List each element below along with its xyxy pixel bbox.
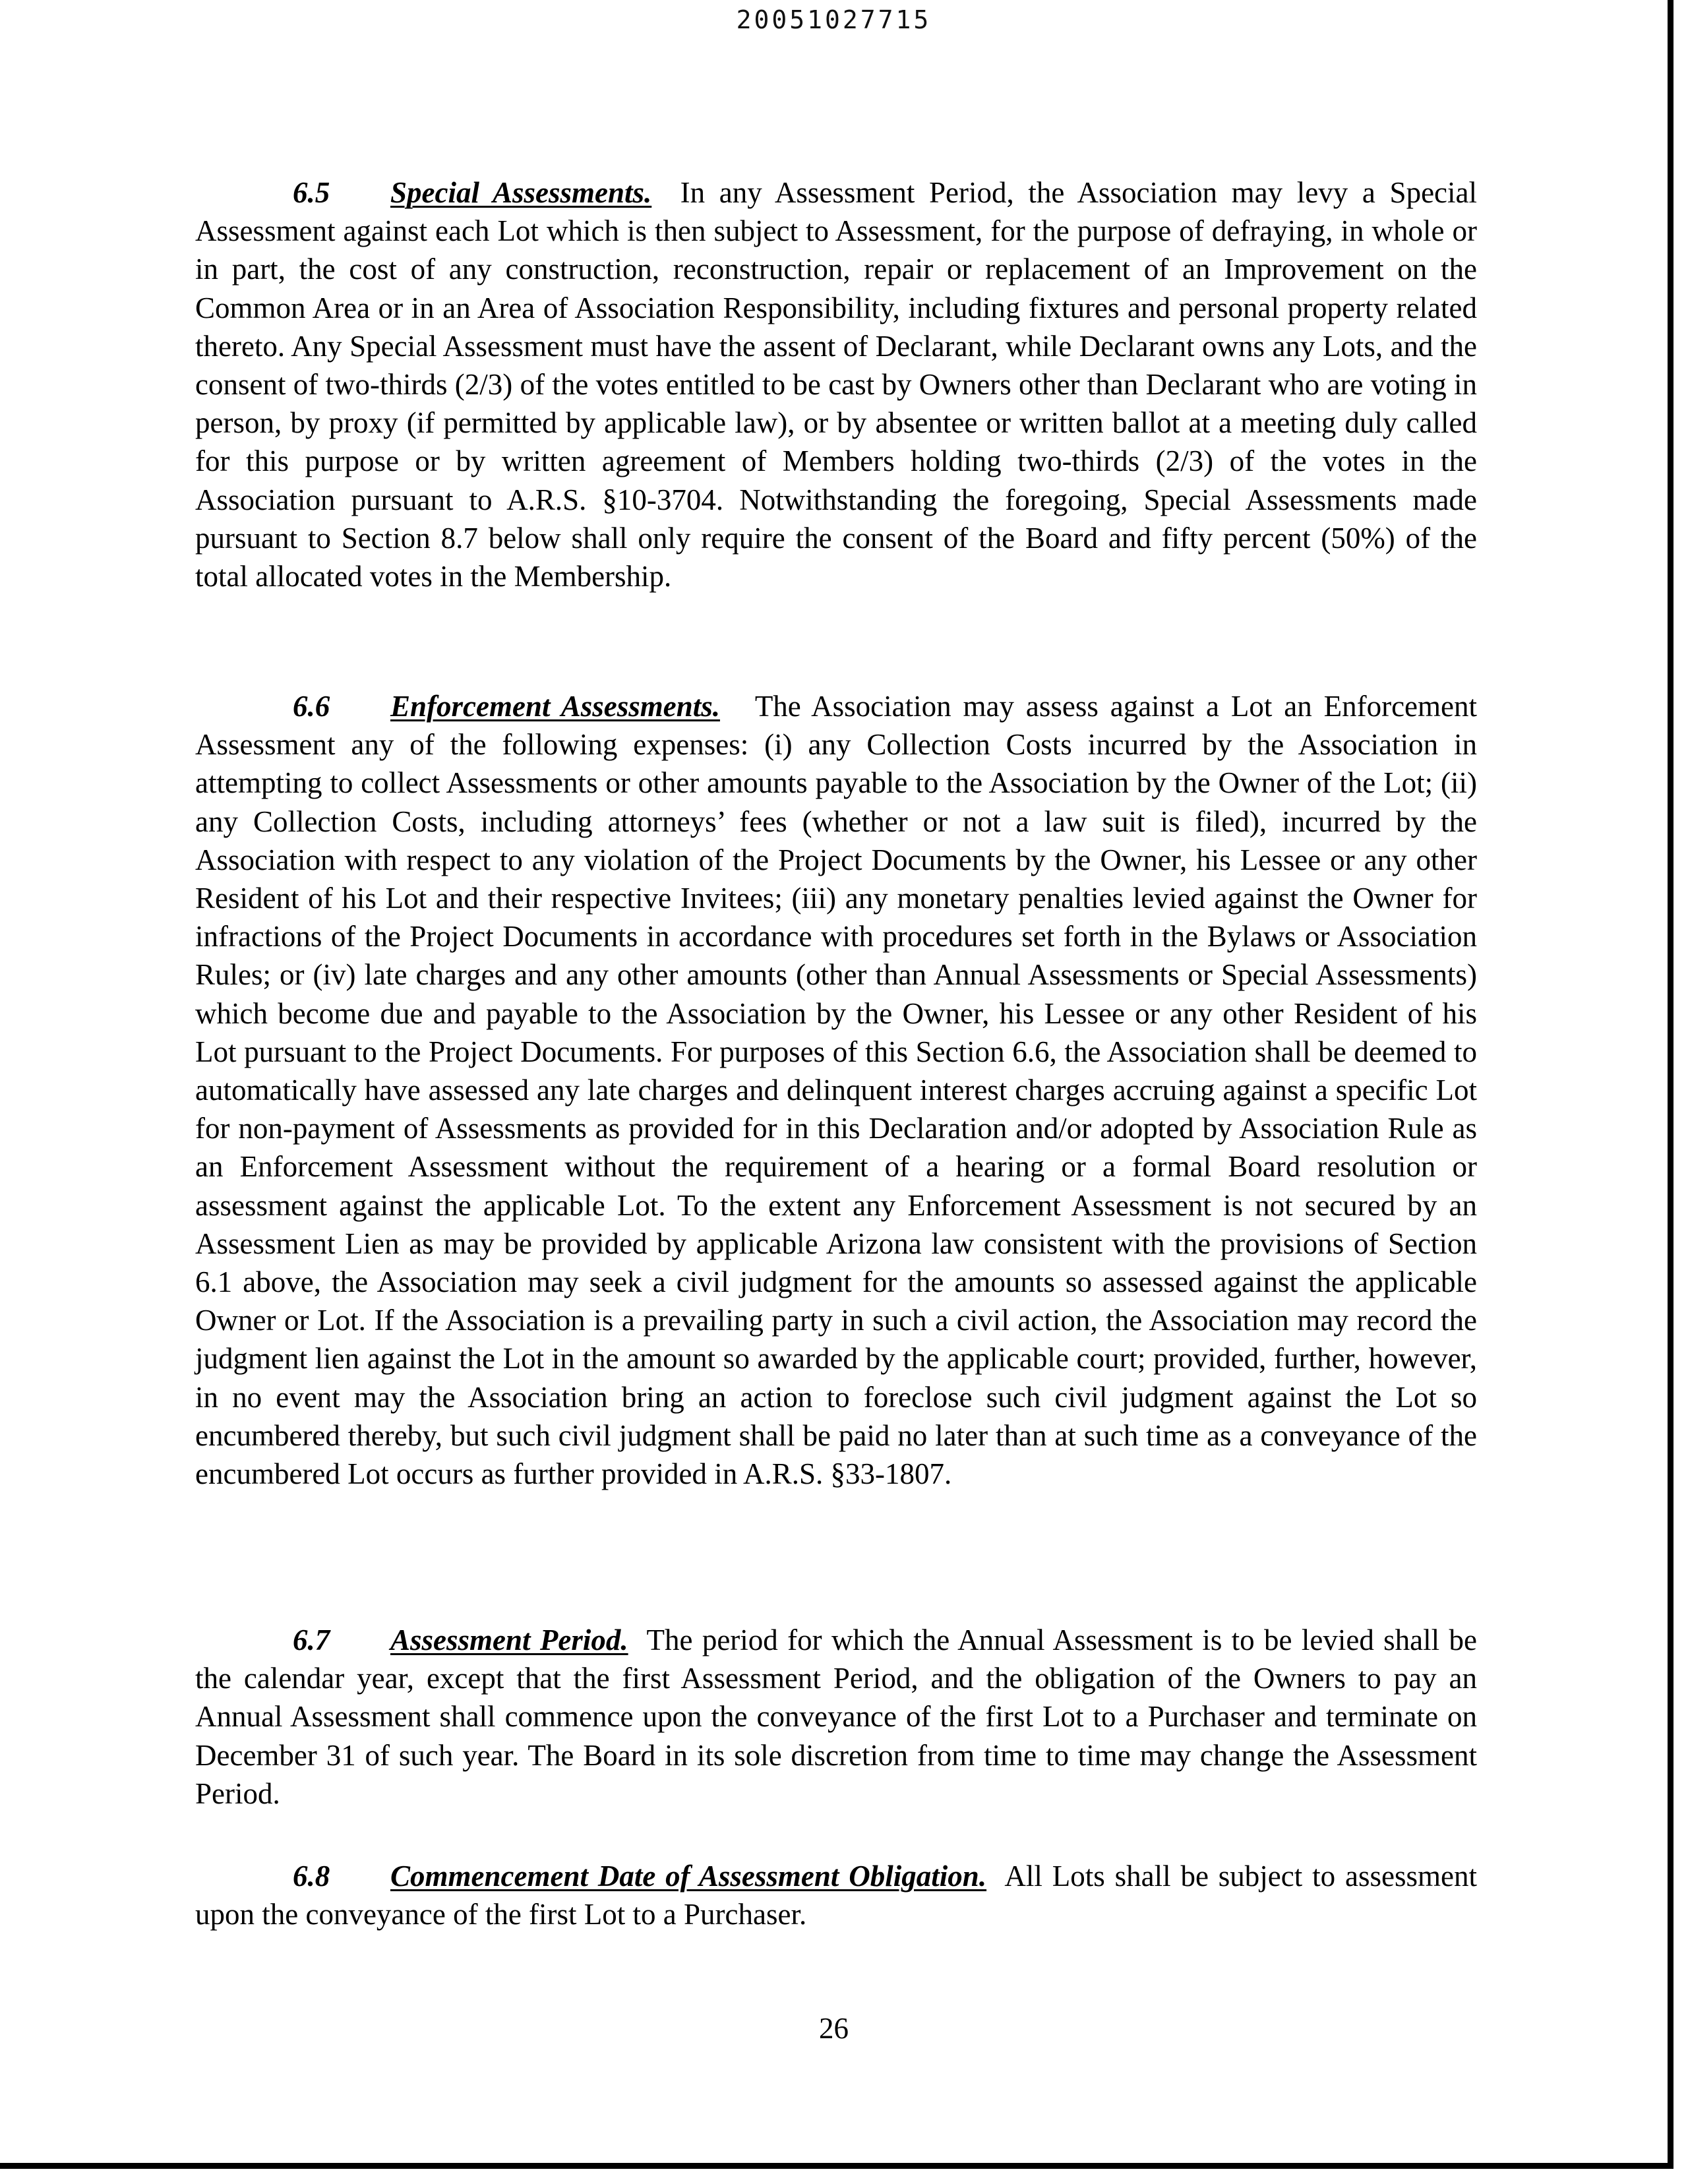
section-6-6: [195, 687, 1477, 1493]
section-6-8: [195, 1857, 1477, 1933]
section-number: 6.8: [293, 1860, 330, 1893]
section-6-7: [195, 1621, 1477, 1813]
section-number: 6.5: [293, 176, 330, 209]
section-text: The Association may assess against a Lot an Enforcement Assessment any of the following expenses: (i) any Collection Costs incurred by the Association in attempting to collect Assessments or other amounts payable to the Association by the Owner of the Lot; (ii) any Collection Costs, including attorneys’ fees (whether or not a law suit is filed), incurred by the Association with respect to any violation of the Project Documents by the Owner, his Lessee or any other Resident of his Lot and their respective Invitees; (iii) any monetary penalties levied against the Owner for infractions of the Project Documents in accordance with procedures set forth in the Bylaws or Association Rules; or (iv) late charges and any other amounts (other than Annual Assessments or Special Assessments) which become due and payable to the Association by the Owner, his Lessee or any other Resident of his Lot pursuant to the Project Documents. For purposes of this Section 6.6, the Association shall be deemed to automatically have assessed any late charges and delinquent interest charges accruing against a specific Lot for non-payment of Assessments as provided for in this Declaration and/or adopted by Association Rule as an Enforcement Assessment without the requirement of a hearing or a formal Board resolution or assessment against the applicable Lot. To the extent any Enforcement Assessment is not secured by an Assessment Lien as may be provided by applicable Arizona law consistent with the provisions of Section 6.1 above, the Association may seek a civil judgment for the amounts so assessed against the applicable Owner or Lot. If the Association is a prevailing party in such a civil action, the Association may record the judgment lien against the Lot in the amount so awarded by the applicable court; provided, further, however, in no event may the Association bring an action to foreclose such civil judgment against the Lot so encumbered thereby, but such civil judgment shall be paid no later than at such time as a conveyance of the encumbered Lot occurs as further provided in A.R.S. §33-1807.: [195, 690, 1477, 1491]
section-text: In any Assessment Period, the Association may levy a Special Assessment against each Lot which is then subject to Assessment, for the purpose of defraying, in whole or in part, the cost of any construction, reconstruction, repair or replacement of an Improvement on the Common Area or in an Area of Association Responsibility, including fixtures and personal property related thereto. Any Special Assessment must have the assent of Declarant, while Declarant owns any Lots, and the consent of two-thirds (2/3) of the votes entitled to be cast by Owners other than Declarant who are voting in person, by proxy (if permitted by applicable law), or by absentee or written ballot at a meeting duly called for this purpose or by written agreement of Members holding two-thirds (2/3) of the votes in the Association pursuant to A.R.S. §10-3704. Notwithstanding the foregoing, Special Assessments made pursuant to Section 8.7 below shall only require the consent of the Board and fifty percent (50%) of the total allocated votes in the Membership.: [195, 176, 1477, 593]
section-number: 6.6: [293, 690, 330, 723]
section-number: 6.7: [293, 1623, 330, 1656]
section-title: Enforcement Assessments.: [390, 690, 720, 723]
section-title: Special Assessments.: [390, 176, 652, 209]
section-6-5: [195, 173, 1477, 595]
document-number: 20051027715: [736, 5, 932, 34]
section-text: The period for which the Annual Assessment is to be levied shall be the calendar year, except that the first Assessment Period, and the obligation of the Owners to pay an Annual Assessment shall commence upon the conveyance of the first Lot to a Purchaser and terminate on December 31 of such year. The Board in its sole discretion from time to time may change the Assessment Period.: [195, 1623, 1477, 1810]
section-title: Commencement Date of Assessment Obligation.: [390, 1860, 987, 1893]
page-number: 26: [819, 2012, 849, 2045]
section-title: Assessment Period.: [390, 1623, 628, 1656]
section-text: All Lots shall be subject to assessment upon the conveyance of the first Lot to a Purchaser.: [195, 1860, 1477, 1931]
